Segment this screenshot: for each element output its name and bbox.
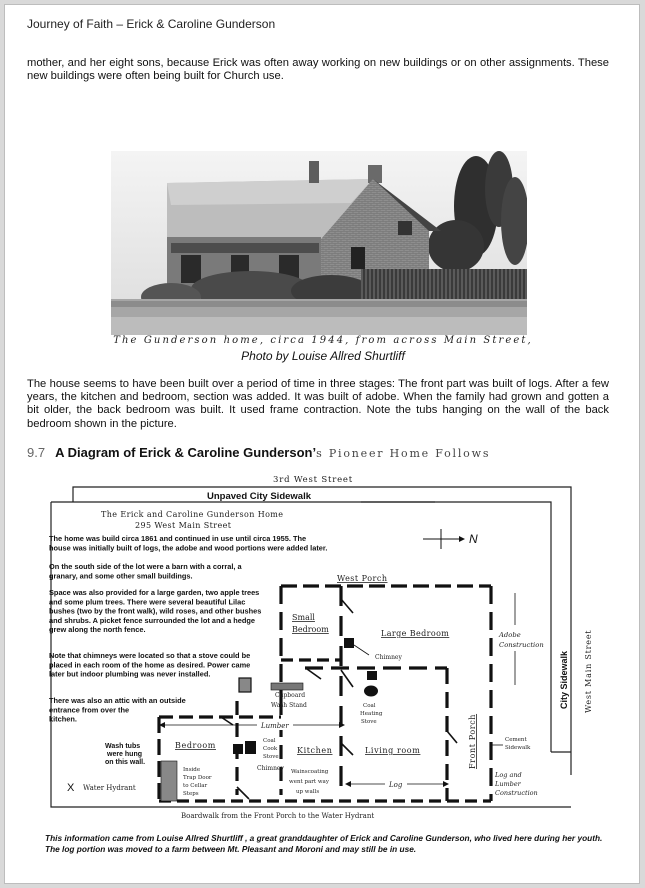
photo-caption: The Gunderson home, circa 1944, from across Main Street, (113, 335, 533, 346)
water-hydrant-label: Water Hydrant (83, 784, 136, 792)
cement-sidewalk-label-2: Sidewalk (505, 745, 531, 751)
bedroom-label: Bedroom (175, 741, 216, 750)
boardwalk-label: Boardwalk from the Front Porch to the Water Hydrant (181, 812, 375, 820)
photo-credit: Photo by Louise Allred Shurtliff (241, 349, 405, 363)
diagram-note-line: granary, and some other small buildings. (49, 571, 193, 581)
trap-door-label-4: Steps (183, 791, 199, 797)
document-page (4, 4, 640, 884)
log-lumber-label-2: Lumber (495, 780, 521, 788)
cement-sidewalk-label-1: Cement (505, 737, 527, 743)
unpaved-sidewalk-label: Unpaved City Sidewalk (207, 491, 312, 502)
diagram-note-line: and some plum trees. There were several beautiful Lilac (49, 597, 246, 607)
intro-paragraph: mother, and her eight sons, because Erick was often away working on new buildings or on other assignments. These new buildings were often being built for Church use. (27, 57, 609, 83)
heating-stove-icon (364, 686, 378, 697)
chimney-3-icon (245, 741, 256, 754)
heating-stove-label-1: Coal (363, 703, 376, 709)
diagram-note-line: kitchen. (49, 714, 77, 724)
living-room-label: Living room (365, 746, 421, 755)
section-number: 9.7 (27, 445, 46, 460)
cook-stove-label-2: Cook (263, 746, 278, 752)
log-lumber-label-1: Log and (495, 771, 522, 779)
diagram-note-line: The home was build circa 1861 and continued in use until circa 1955. The (49, 534, 307, 543)
diagram-note-line: later but indoor plumbing was never installed. (49, 669, 211, 679)
diagram-note-line: On the south side of the lot were a barn with a corral, a (49, 562, 242, 571)
wash-stand-icon (239, 678, 251, 692)
kitchen-label: Kitchen (297, 746, 333, 755)
heating-stove-label-3: Stove (361, 719, 377, 725)
diagram-note-line: entrance from over the (49, 705, 130, 715)
west-porch-label: West Porch (337, 574, 388, 583)
wash-tubs-label-1: Wash tubs (105, 743, 141, 750)
adobe-label-1: Adobe (499, 631, 521, 639)
small-bedroom-label-1: Small (292, 613, 315, 622)
diagram-note-line: Note that chimneys were located so that a stove could be (49, 651, 251, 660)
house-diagram (5, 465, 640, 835)
home-address: 295 West Main Street (135, 521, 232, 530)
diagram-note-line: house was initially built of logs, the adobe and wood portions were added later. (49, 543, 328, 553)
log-label: Log (389, 781, 403, 789)
diagram-note-line: Space was also provided for a large garden, two apple trees (49, 588, 260, 597)
chimney-1-icon (344, 638, 354, 648)
small-bedroom-label-2: Bedroom (292, 625, 329, 634)
body-paragraph: The house seems to have been built over a period of time in three stages: The front part was built of logs. After a few years, the kitchen and bedroom, section was added. It was built of adobe. When the family had grown and gotten a bit older, the back bedroom was built. It used frame contraction. Note the tubs hanging on the wall of the back bedroom shown in the picture. (27, 378, 609, 430)
diagram-footnote: This information came from Louise Allred Shurtliff , a great granddaughter of Erick and Caroline Gunderson, who lived here during her youth. The log portion was moved to a farm between Mt. Pleasant and Moroni and may still be in use. (45, 833, 603, 854)
wainscoting-label-2: went part way (289, 779, 329, 785)
wainscoting-label-3: up walls (296, 789, 320, 795)
cupboard-icon (271, 683, 303, 690)
front-porch-label: Front Porch (468, 713, 477, 769)
trap-door-label-3: to Cellar (183, 783, 208, 789)
wash-tubs-label-2: were hung (107, 751, 143, 758)
diagram-note-line: There was also an attic with an outside (49, 696, 186, 705)
cook-stove-label-1: Coal (263, 738, 276, 744)
trap-door-label-1: Inside (183, 767, 201, 773)
heating-stove-label-2: Heating (360, 711, 383, 717)
chimney-1-label: Chimney (375, 654, 402, 661)
cook-stove-label-3: Stove (263, 754, 279, 760)
log-lumber-label-3: Construction (495, 789, 538, 797)
trap-door-label-2: Trap Door (183, 775, 212, 781)
section-title-tail: s Pioneer Home Follows (316, 447, 491, 460)
north-arrow (423, 529, 478, 549)
wash-tubs-label-3: on this wall. (105, 759, 146, 766)
diagram-note-line: bushes (two by the front walk), wild roses, and other bushes (49, 606, 262, 616)
diagram-note-line: grew along the north fence. (49, 625, 146, 635)
wainscoting-label-1: Wainscoating (291, 769, 329, 775)
home-title: The Erick and Caroline Gunderson Home (101, 510, 284, 519)
chimney-2-icon (367, 671, 377, 680)
city-sidewalk-label: City Sidewalk (559, 650, 569, 709)
diagram-note-line: placed in each room of the home as desired. Power came (49, 660, 251, 670)
north-label: N (469, 532, 478, 546)
large-bedroom-label: Large Bedroom (381, 629, 450, 638)
chimney-3-label: Chimney (257, 765, 284, 772)
adobe-label-2: Construction (499, 641, 544, 649)
street-label-top: 3rd West Street (273, 475, 353, 485)
cupboard-label-2: Wash Stand (271, 702, 307, 709)
house-photo (111, 151, 527, 335)
running-header: Journey of Faith – Erick & Caroline Gunderson (27, 17, 276, 31)
section-heading (27, 445, 490, 460)
diagram-note-line: and shrubs. A picket fence surrounded the lot and a hedge (49, 615, 256, 625)
cook-stove-icon (233, 744, 243, 754)
west-main-street-label: West Main Street (584, 629, 593, 713)
trap-door-icon (161, 761, 177, 801)
water-hydrant-x: X (67, 782, 75, 794)
cupboard-label-1: Cupboard (275, 692, 306, 699)
section-title: A Diagram of Erick & Caroline Gunderson’ (55, 445, 317, 460)
lumber-label: Lumber (261, 722, 289, 730)
